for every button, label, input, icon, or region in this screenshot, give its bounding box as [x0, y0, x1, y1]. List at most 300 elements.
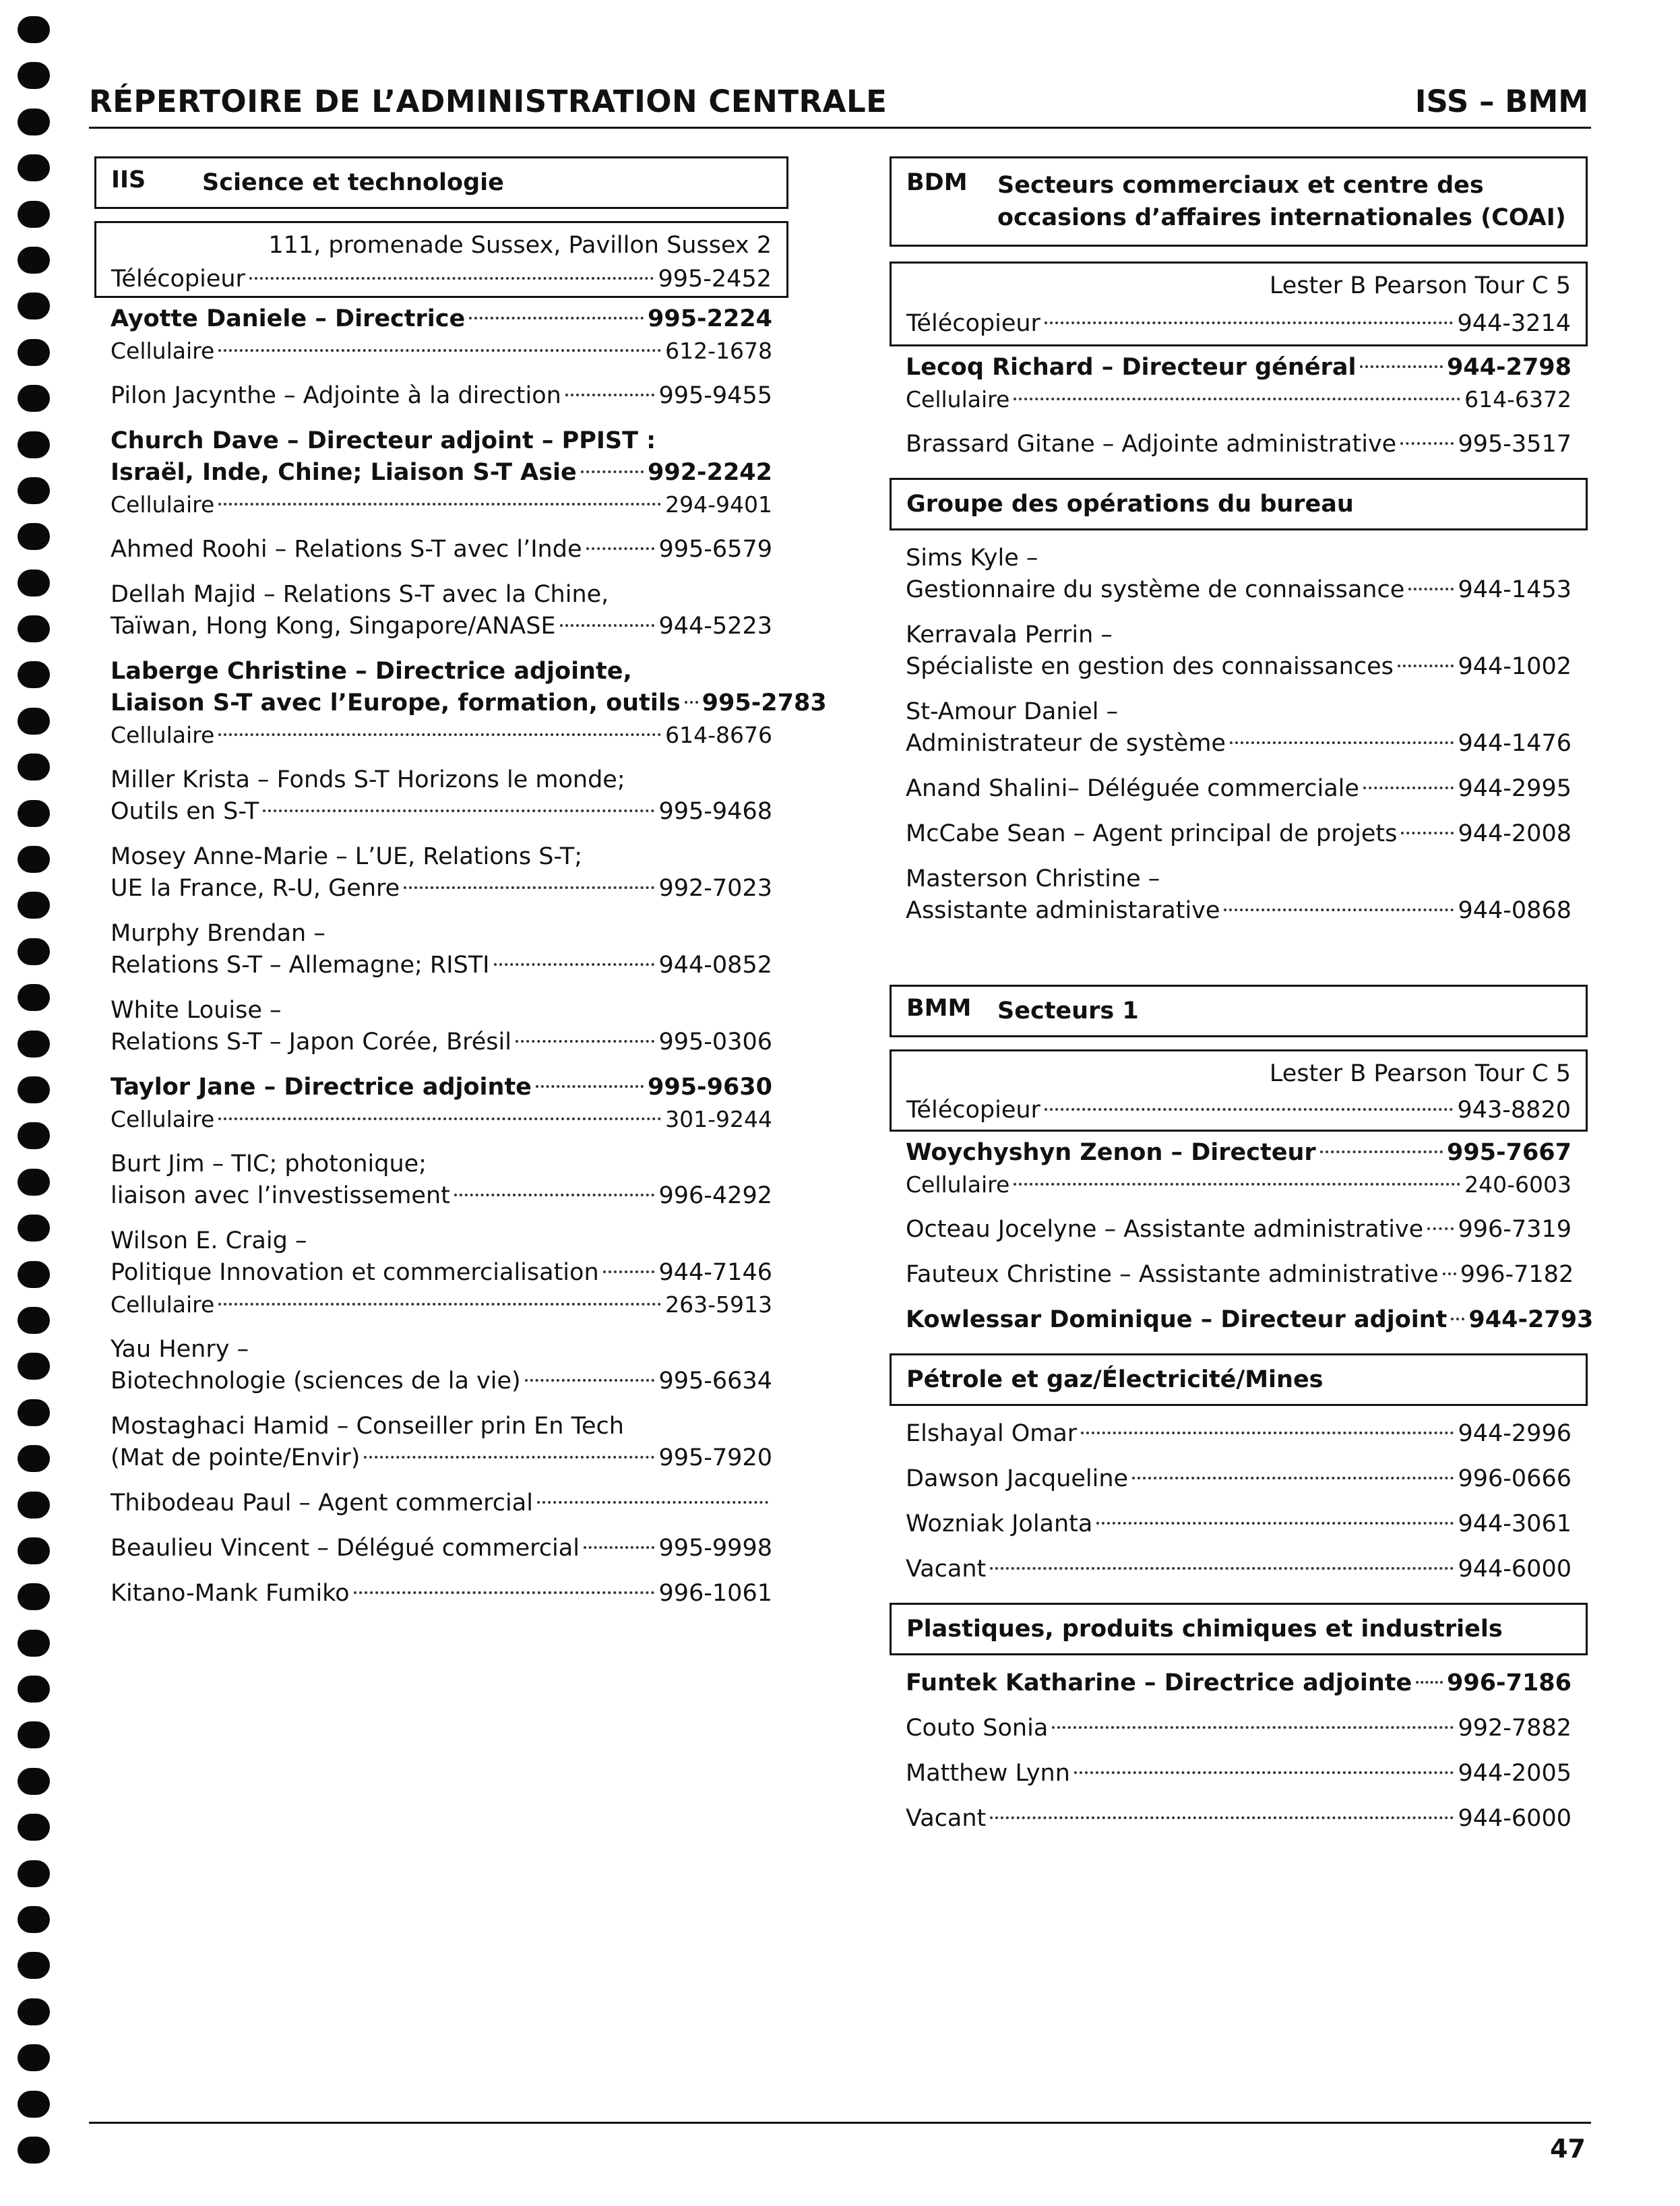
section-header-bmm [890, 985, 1588, 1037]
entry-text: St-Amour Daniel – [906, 698, 1119, 725]
entry-line [111, 1411, 772, 1442]
entry-text: McCabe Sean – Agent principal de projets [906, 820, 1398, 847]
phone-number: 996-0666 [1458, 1465, 1572, 1492]
leader-dots [404, 886, 654, 889]
directory-entry [111, 380, 772, 412]
entry-line [111, 995, 772, 1027]
phone-number: 995-7667 [1447, 1139, 1572, 1166]
entry-text: Cellulaire [111, 338, 215, 364]
entry-text: Murphy Brendan – [111, 920, 325, 947]
address: Lester B Pearson Tour C 5 [1269, 1060, 1571, 1087]
address-box [890, 262, 1588, 346]
binder-hole [18, 385, 50, 412]
directory-entry [111, 534, 772, 565]
entry-text: Church Dave – Directeur adjoint – PPIST : [111, 427, 656, 454]
leader-dots [1401, 832, 1454, 834]
binder-hole [18, 570, 50, 596]
entry-text: Taylor Jane – Directrice adjointe [111, 1074, 532, 1101]
leader-dots [469, 317, 644, 319]
entry-line [111, 1442, 772, 1474]
phone-number: 944-1453 [1458, 576, 1572, 603]
entry-line [111, 1533, 772, 1564]
entry-line [906, 574, 1572, 606]
entry-line [111, 1225, 772, 1257]
entry-line [906, 1758, 1572, 1789]
entry-line [906, 1667, 1572, 1699]
entry-text: White Louise – [111, 997, 282, 1024]
entry-line [111, 1257, 772, 1289]
entry-text: Ahmed Roohi – Relations S-T avec l’Inde [111, 536, 582, 563]
binder-hole [18, 1768, 50, 1795]
leader-dots [1443, 1273, 1456, 1275]
directory-entry [906, 1137, 1572, 1200]
phone-number: 294-9401 [665, 491, 772, 518]
entry-line [906, 895, 1572, 927]
entry-text: Anand Shalini– Déléguée commerciale [906, 775, 1359, 802]
fax-label: Télécopieur [111, 266, 245, 293]
entry-text: Gestionnaire du système de connaissance [906, 576, 1405, 603]
page-number: 47 [1550, 2134, 1586, 2164]
directory-entry [111, 1334, 772, 1397]
leader-dots [263, 809, 654, 812]
phone-number: 992-7023 [658, 875, 772, 902]
leader-dots [1398, 665, 1454, 667]
binder-hole [18, 2044, 50, 2071]
phone-number: 995-9455 [658, 382, 772, 409]
phone-number: 944-1002 [1458, 653, 1572, 680]
entry-line [111, 950, 772, 981]
phone-number: 944-1476 [1458, 730, 1572, 757]
entry-text: Ayotte Daniele – Directrice [111, 305, 466, 332]
cellphone-line [906, 384, 1572, 415]
leader-dots [1416, 1681, 1443, 1684]
entry-text: Kerravala Perrin – [906, 621, 1113, 648]
left-column [94, 156, 827, 1610]
binder-hole [18, 984, 50, 1011]
binder-hole [18, 938, 50, 965]
leader-dots [516, 1040, 655, 1043]
entry-text: Wozniak Jolanta [906, 1510, 1093, 1537]
leader-dots [1230, 741, 1454, 744]
entry-text: Vacant [906, 1556, 987, 1583]
directory-entry [906, 1803, 1572, 1835]
entry-list [94, 303, 827, 1610]
entry-text: Cellulaire [111, 491, 215, 518]
entry-text: Kowlessar Dominique – Directeur adjoint [906, 1306, 1448, 1333]
entry-line [111, 1027, 772, 1058]
leader-dots [454, 1194, 655, 1196]
entry-text: Liaison S-T avec l’Europe, formation, outils [111, 690, 681, 716]
phone-number: 992-7882 [1458, 1715, 1572, 1742]
section-code: IIS [111, 166, 146, 193]
directory-entry [906, 1508, 1572, 1540]
entry-line [111, 425, 772, 457]
leader-dots [581, 470, 644, 473]
directory-entry [111, 918, 772, 981]
entry-line [111, 380, 772, 412]
entry-text: Dawson Jacqueline [906, 1465, 1129, 1492]
entry-line [906, 1214, 1572, 1246]
entry-text: Cellulaire [111, 1106, 215, 1132]
entry-line [111, 873, 772, 905]
entry-text: Relations S-T – Japon Corée, Brésil [111, 1029, 511, 1055]
entry-text: Biotechnologie (sciences de la vie) [111, 1368, 521, 1395]
entry-line [906, 651, 1572, 683]
fax-line [906, 1091, 1571, 1130]
entry-text: Politique Innovation et commercialisation [111, 1259, 599, 1286]
directory-entry [906, 1758, 1572, 1789]
entry-text: Dellah Majid – Relations S-T avec la Chine, [111, 581, 609, 608]
directory-entry [906, 863, 1572, 927]
entry-line [111, 611, 772, 642]
entry-text: Spécialiste en gestion des connaissances [906, 653, 1394, 680]
directory-entry [906, 1554, 1572, 1585]
directory-entry [906, 429, 1572, 460]
entry-line [906, 1508, 1572, 1540]
binder-hole [18, 2137, 50, 2164]
binder-hole [18, 1307, 50, 1334]
leader-dots [218, 1117, 661, 1120]
phone-number: 614-8676 [665, 722, 772, 748]
phone-number: 944-6000 [1458, 1556, 1572, 1583]
directory-entry [906, 352, 1572, 415]
directory-entry [111, 1072, 772, 1135]
binder-hole [18, 846, 50, 873]
directory-entry [906, 818, 1572, 850]
phone-number: 996-1061 [658, 1580, 772, 1607]
binder-hole [18, 661, 50, 688]
section-title: Secteurs 1 [997, 998, 1139, 1024]
section-code: BDM [906, 169, 968, 196]
directory-entry [111, 303, 772, 367]
entry-text: Elshayal Omar [906, 1420, 1078, 1447]
directory-entry [906, 696, 1572, 760]
leader-dots [249, 277, 654, 280]
directory-entry [111, 1533, 772, 1564]
binder-hole [18, 1215, 50, 1242]
entry-text: Couto Sonia [906, 1715, 1049, 1742]
entry-text: Taïwan, Hong Kong, Singapore/ANASE [111, 613, 556, 640]
phone-number: 995-6579 [658, 536, 772, 563]
leader-dots [1320, 1151, 1443, 1153]
directory-entry [906, 619, 1572, 683]
phone-number: 995-9468 [658, 798, 772, 825]
binder-hole [18, 1261, 50, 1288]
fax-number: 943-8820 [1457, 1097, 1571, 1124]
entry-line [111, 841, 772, 873]
phone-number: 614-6372 [1464, 386, 1572, 412]
entry-line [906, 1304, 1594, 1336]
binder-hole [18, 109, 50, 135]
cellphone-line [111, 1289, 772, 1320]
phone-number: 996-4292 [658, 1182, 772, 1209]
entry-line [111, 457, 772, 489]
entry-list [890, 1418, 1588, 1585]
entry-text: Lecoq Richard – Directeur général [906, 354, 1357, 381]
directory-entry [906, 1713, 1572, 1744]
entry-text: Cellulaire [111, 722, 215, 748]
binder-hole [18, 1721, 50, 1748]
entry-text: Cellulaire [906, 1171, 1010, 1198]
phone-number: 996-7319 [1458, 1216, 1572, 1243]
leader-dots [537, 1501, 768, 1504]
leader-dots [1052, 1726, 1454, 1729]
fax-label: Télécopieur [906, 310, 1040, 337]
footer-rule [89, 2122, 1591, 2124]
entry-text: Masterson Christine – [906, 865, 1160, 892]
directory-entry [111, 1578, 772, 1610]
section-header-plastiques [890, 1603, 1588, 1655]
binder-hole [18, 1031, 50, 1058]
entry-line [906, 619, 1572, 651]
directory-entry [906, 1259, 1572, 1291]
phone-number: 992-2242 [648, 459, 772, 486]
entry-line [906, 1554, 1572, 1585]
entry-line [111, 534, 772, 565]
entry-line [111, 796, 772, 828]
phone-number: 995-0306 [658, 1029, 772, 1055]
binder-hole [18, 615, 50, 642]
entry-text: Matthew Lynn [906, 1760, 1070, 1787]
phone-number: 995-3517 [1458, 431, 1572, 458]
entry-list [890, 543, 1588, 927]
entry-line [906, 1137, 1572, 1169]
phone-number: 996-7182 [1460, 1261, 1574, 1288]
entry-line [906, 1803, 1572, 1835]
binder-hole [18, 247, 50, 274]
entry-line [906, 773, 1572, 805]
entry-text: (Mat de pointe/Envir) [111, 1444, 361, 1471]
right-column [890, 156, 1594, 1835]
entry-line [111, 764, 772, 796]
section-code: BMM [906, 995, 972, 1022]
leader-dots [1014, 1183, 1460, 1186]
directory-entry [111, 579, 772, 642]
entry-line [906, 696, 1572, 728]
phone-number: 944-0868 [1458, 897, 1572, 924]
leader-dots [990, 1816, 1454, 1819]
phone-number: 944-6000 [1458, 1805, 1572, 1832]
entry-list [890, 352, 1588, 460]
phone-number: 944-2793 [1468, 1306, 1594, 1333]
entry-text: Woychyshyn Zenon – Directeur [906, 1139, 1316, 1166]
binder-hole [18, 1676, 50, 1703]
directory-entry [111, 841, 772, 905]
fax-number: 995-2452 [658, 266, 772, 293]
leader-dots [1045, 321, 1454, 324]
entry-line [111, 579, 772, 611]
leader-dots [525, 1379, 655, 1382]
binder-hole [18, 201, 50, 228]
phone-number: 996-7186 [1447, 1669, 1572, 1696]
entry-line [111, 1488, 772, 1519]
entry-text: Beaulieu Vincent – Délégué commercial [111, 1535, 580, 1562]
binder-hole [18, 1399, 50, 1426]
leader-dots [218, 503, 661, 505]
entry-text: Sims Kyle – [906, 545, 1038, 572]
section-header-bdm [890, 156, 1588, 247]
entry-line [906, 1463, 1572, 1495]
leader-dots [1224, 909, 1454, 911]
phone-number: 995-9630 [648, 1074, 772, 1101]
phone-number: 944-2995 [1458, 775, 1572, 802]
binder-hole [18, 1492, 50, 1519]
section-title: Pétrole et gaz/Électricité/Mines [906, 1366, 1324, 1393]
page-range: ISS – BMM [1414, 84, 1588, 119]
leader-dots [560, 624, 655, 627]
leader-dots [536, 1085, 644, 1088]
binder-hole [18, 800, 50, 827]
entry-text: UE la France, R-U, Genre [111, 875, 400, 902]
directory-entry [111, 1488, 772, 1519]
directory-entry [906, 1214, 1572, 1246]
binder-hole [18, 1906, 50, 1933]
entry-line [111, 918, 772, 950]
entry-text: Administrateur de système [906, 730, 1226, 757]
section-header-ops [890, 478, 1588, 530]
entry-line [111, 1366, 772, 1397]
phone-number: 995-7920 [658, 1444, 772, 1471]
entry-list [890, 1137, 1594, 1336]
binder-hole [18, 1583, 50, 1610]
binder-hole [18, 523, 50, 550]
leader-dots [1014, 398, 1460, 400]
leader-dots [218, 349, 661, 352]
binder-hole [18, 477, 50, 504]
directory-entry [906, 1463, 1572, 1495]
leader-dots [1045, 1108, 1454, 1111]
binder-hole [18, 2091, 50, 2118]
binder-hole [18, 1998, 50, 2025]
section-title: Science et technologie [202, 169, 504, 196]
leader-dots [1408, 588, 1454, 590]
phone-number: 944-2996 [1458, 1420, 1572, 1447]
header-rule [89, 127, 1591, 129]
binder-hole [18, 1630, 50, 1657]
leader-dots [565, 394, 655, 396]
entry-line [111, 1148, 772, 1180]
address: 111, promenade Sussex, Pavillon Sussex 2 [268, 232, 772, 259]
leader-dots [1427, 1227, 1454, 1230]
leader-dots [364, 1456, 654, 1459]
directory-entry [111, 764, 772, 828]
entry-text: Outils en S-T [111, 798, 259, 825]
phone-number: 944-2008 [1458, 820, 1572, 847]
binder-hole [18, 1445, 50, 1472]
leader-dots [1400, 442, 1454, 445]
directory-entry [111, 1411, 772, 1474]
phone-number: 995-6634 [658, 1368, 772, 1395]
directory-entry [906, 1304, 1594, 1336]
entry-text: Funtek Katharine – Directrice adjointe [906, 1669, 1412, 1696]
phone-number: 240-6003 [1464, 1171, 1572, 1198]
cellphone-line [111, 719, 772, 751]
leader-dots [1363, 787, 1454, 789]
entry-text: Wilson E. Craig – [111, 1227, 307, 1254]
entry-list [890, 1667, 1588, 1835]
address-box [890, 1049, 1588, 1132]
address-box [94, 221, 788, 298]
binder-hole [18, 1122, 50, 1149]
binder-hole [18, 431, 50, 458]
entry-text: Burt Jim – TIC; photonique; [111, 1151, 427, 1177]
entry-line [906, 863, 1572, 895]
entry-text: Laberge Christine – Directrice adjointe, [111, 658, 632, 685]
phone-number: 612-1678 [665, 338, 772, 364]
entry-text: Cellulaire [906, 386, 1010, 412]
binder-hole [18, 1952, 50, 1979]
leader-dots [1096, 1522, 1454, 1525]
directory-entry [111, 1225, 772, 1320]
cellphone-line [111, 335, 772, 367]
entry-text: Pilon Jacynthe – Adjointe à la direction [111, 382, 561, 409]
section-header-iis [94, 156, 788, 209]
binder-hole [18, 16, 50, 43]
leader-dots [1132, 1477, 1454, 1479]
binder-hole [18, 754, 50, 780]
phone-number: 944-2798 [1447, 354, 1572, 381]
cellphone-line [111, 489, 772, 520]
directory-entry [111, 425, 772, 520]
entry-line [111, 1334, 772, 1366]
binder-hole [18, 1537, 50, 1564]
section-title: Groupe des opérations du bureau [906, 491, 1354, 518]
leader-dots [586, 547, 655, 550]
entry-line [111, 1180, 772, 1212]
leader-dots [1451, 1318, 1464, 1320]
leader-dots [990, 1567, 1454, 1570]
section-title: Plastiques, produits chimiques et industriels [906, 1616, 1503, 1643]
entry-text: Miller Krista – Fonds S-T Horizons le monde; [111, 766, 625, 793]
phone-number: 944-2005 [1458, 1760, 1572, 1787]
leader-dots [584, 1546, 655, 1549]
fax-label: Télécopieur [906, 1097, 1040, 1124]
fax-line [906, 303, 1571, 344]
phone-number: 944-3061 [1458, 1510, 1572, 1537]
entry-line [906, 1713, 1572, 1744]
binder-hole [18, 1076, 50, 1103]
phone-number: 263-5913 [665, 1291, 772, 1318]
phone-number: 944-7146 [658, 1259, 772, 1286]
phone-number: 995-2224 [648, 305, 772, 332]
entry-text: Cellulaire [111, 1291, 215, 1318]
binder-hole [18, 1860, 50, 1887]
entry-line [906, 543, 1572, 574]
fax-number: 944-3214 [1457, 310, 1571, 337]
leader-dots [1081, 1432, 1454, 1434]
leader-dots [1074, 1771, 1454, 1774]
leader-dots [685, 701, 698, 704]
entry-text: Israël, Inde, Chine; Liaison S-T Asie [111, 459, 577, 486]
binder-hole [18, 1814, 50, 1841]
entry-text: Assistante administarative [906, 897, 1220, 924]
directory-entry [906, 773, 1572, 805]
leader-dots [494, 963, 655, 966]
binder-hole [18, 339, 50, 366]
entry-line [111, 656, 772, 687]
cellphone-line [111, 1103, 772, 1135]
entry-text: Vacant [906, 1805, 987, 1832]
phone-number: 944-5223 [658, 613, 772, 640]
entry-line [906, 818, 1572, 850]
entry-line [111, 303, 772, 335]
leader-dots [1360, 365, 1443, 368]
binder-hole [18, 892, 50, 919]
leader-dots [603, 1270, 655, 1273]
section-header-petrole [890, 1353, 1588, 1406]
binder-hole [18, 62, 50, 89]
directory-entry [906, 543, 1572, 606]
